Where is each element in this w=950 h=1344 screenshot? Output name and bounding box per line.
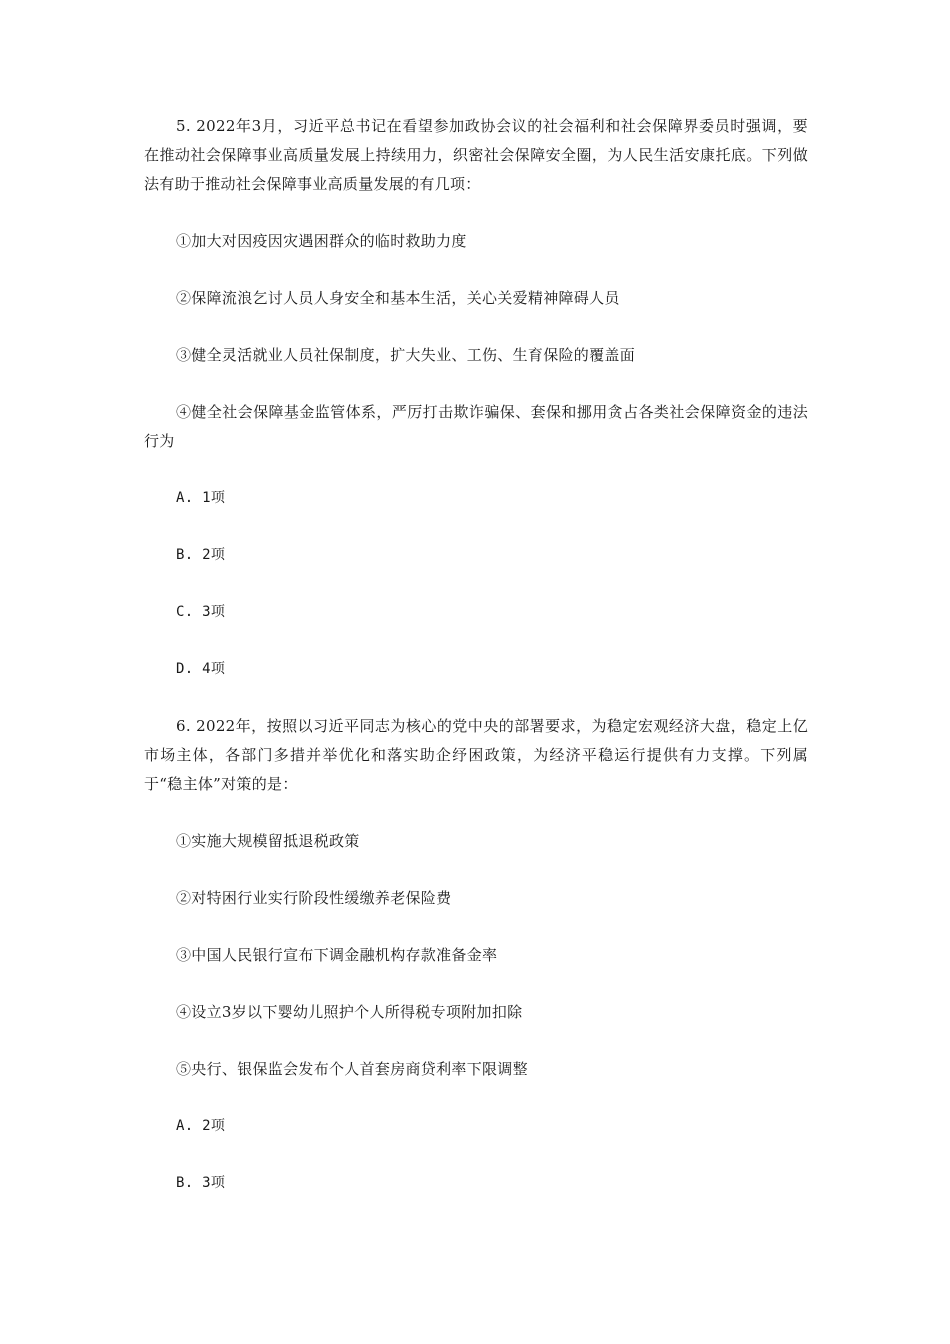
question-6-item-1: ①实施大规模留抵退税政策 xyxy=(176,832,360,850)
question-5-option-a: A. 1项 xyxy=(176,490,226,506)
question-5-option-d: D. 4项 xyxy=(176,661,226,677)
question-6-option-a: A. 2项 xyxy=(176,1118,226,1134)
question-6-item-3: ③中国人民银行宣布下调金融机构存款准备金率 xyxy=(176,946,498,964)
question-6-item-2: ②对特困行业实行阶段性缓缴养老保险费 xyxy=(176,889,452,907)
question-5-option-b: B. 2项 xyxy=(176,547,226,563)
question-5-option-c: C. 3项 xyxy=(176,604,226,620)
question-6-item-4: ④设立3岁以下婴幼儿照护个人所得税专项附加扣除 xyxy=(176,1003,523,1021)
document-page xyxy=(144,112,808,1226)
question-5-item-2: ②保障流浪乞讨人员人身安全和基本生活，关心关爱精神障碍人员 xyxy=(176,289,620,307)
question-5-item-4: ④健全社会保障基金监管体系，严厉打击欺诈骗保、套保和挪用贪占各类社会保障资金的违法行为 xyxy=(144,403,808,450)
question-6-option-b: B. 3项 xyxy=(176,1175,226,1191)
question-5-stem: 5. 2022年3月，习近平总书记在看望参加政协会议的社会福利和社会保障界委员时强调，要在推动社会保障事业高质量发展上持续用力，织密社会保障安全圈，为人民生活安康托底。下列做法有助于推动社会保障事业高质量发展的有几项： xyxy=(144,117,808,193)
question-5-item-3: ③健全灵活就业人员社保制度，扩大失业、工伤、生育保险的覆盖面 xyxy=(176,346,636,364)
question-5-item-1: ①加大对因疫因灾遇困群众的临时救助力度 xyxy=(176,232,467,250)
question-6-stem: 6. 2022年，按照以习近平同志为核心的党中央的部署要求，为稳定宏观经济大盘，稳定上亿市场主体，各部门多措并举优化和落实助企纾困政策，为经济平稳运行提供有力支撑。下列属于“稳主体”对策的是： xyxy=(144,717,808,793)
question-6-item-5: ⑤央行、银保监会发布个人首套房商贷利率下限调整 xyxy=(176,1060,528,1078)
